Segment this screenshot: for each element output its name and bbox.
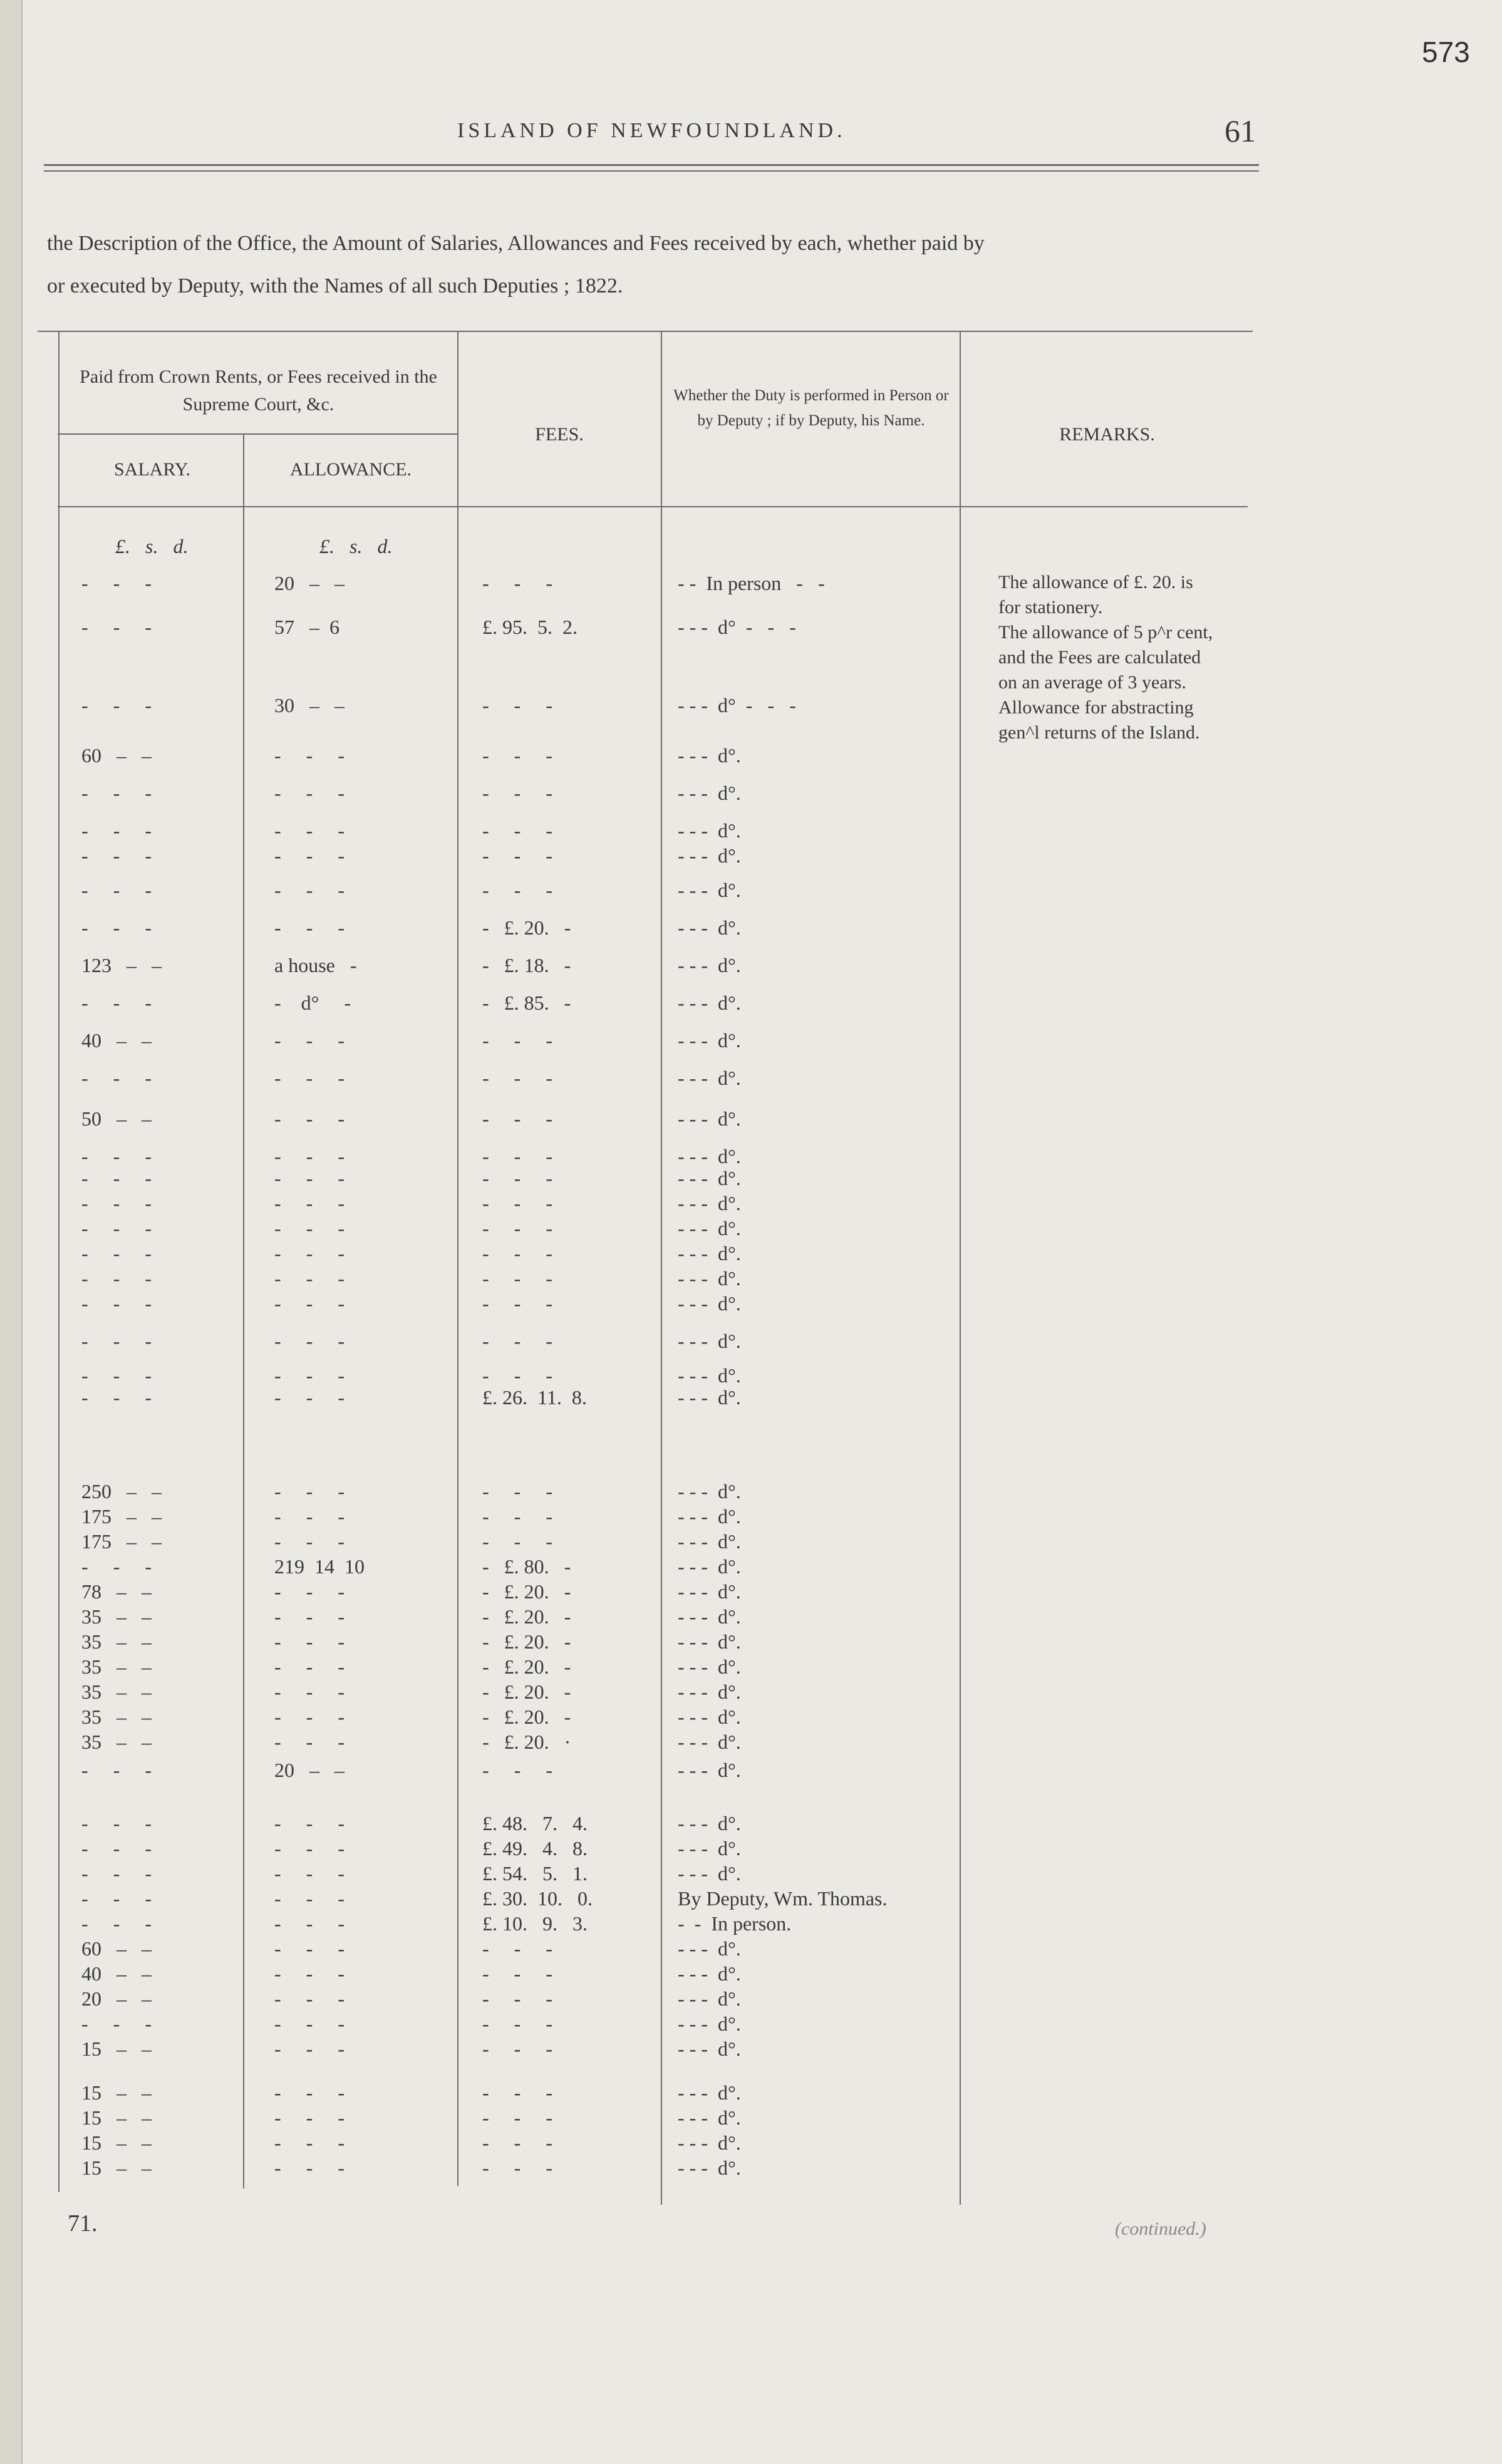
table-cell-fees: - £. 20. - — [482, 1680, 571, 1703]
table-cell-allowance: - - - — [274, 1386, 344, 1409]
head-rule-bottom — [44, 170, 1259, 172]
table-cell-salary: 20 – – — [81, 1987, 152, 2010]
table-cell-fees: - £. 20. - — [482, 1580, 571, 1603]
table-cell-salary: - - - — [81, 1292, 152, 1315]
table-cell-allowance: - - - — [274, 1837, 344, 1860]
continued-note: (continued.) — [1115, 2218, 1206, 2239]
table-cell-salary: 60 – – — [81, 744, 152, 767]
table-cell-salary: - - - — [81, 782, 152, 804]
table-cell-fees: - - - — [482, 1987, 552, 2010]
table-cell-duty: - - - d°. — [678, 879, 741, 901]
table-cell-salary: 78 – – — [81, 1580, 152, 1603]
table-cell-fees: £. 10. 9. 3. — [482, 1912, 588, 1935]
table-cell-salary: 15 – – — [81, 2081, 152, 2104]
table-cell-salary: - - - — [81, 1812, 152, 1835]
table-cell-salary: - - - — [81, 844, 152, 867]
table-cell-salary: - - - — [81, 1364, 152, 1387]
table-cell-duty: - - - d°. — [678, 1029, 741, 1052]
table-cell-fees: - £. 85. - — [482, 991, 571, 1014]
table-cell-duty: - - - d°. — [678, 1217, 741, 1240]
salary-units: £. s. d. — [115, 535, 189, 557]
table-cell-fees: - - - — [482, 1330, 552, 1352]
table-cell-salary: 35 – – — [81, 1680, 152, 1703]
table-cell-salary: 35 – – — [81, 1655, 152, 1678]
table-top-rule — [38, 331, 1253, 332]
table-cell-fees: - - - — [482, 1292, 552, 1315]
table-cell-salary: - - - — [81, 1759, 152, 1781]
table-cell-allowance: - - - — [274, 1530, 344, 1553]
col-line-fees — [457, 332, 458, 2186]
table-cell-duty: - - - d°. — [678, 1267, 741, 1290]
table-cell-duty: - - - d°. — [678, 1706, 741, 1728]
table-cell-allowance: - - - — [274, 1242, 344, 1265]
header-group: Paid from Crown Rents, or Fees received in the Supreme Court, &c. — [80, 366, 437, 415]
table-cell-salary: - - - — [81, 916, 152, 939]
table-cell-fees: - - - — [482, 2131, 552, 2154]
table-cell-salary: - - - — [81, 572, 152, 594]
table-cell-allowance: - - - — [274, 2012, 344, 2035]
table-cell-allowance: - - - — [274, 1630, 344, 1653]
table-cell-fees: - £. 20. - — [482, 1655, 571, 1678]
table-cell-allowance: - d° - — [274, 991, 351, 1014]
table-cell-fees: - - - — [482, 1107, 552, 1130]
table-cell-duty: - - - d° - - - — [678, 694, 796, 717]
table-cell-salary: - - - — [81, 694, 152, 717]
table-cell-duty: - - - d°. — [678, 1605, 741, 1628]
table-cell-allowance: - - - — [274, 2081, 344, 2104]
table-cell-fees: - - - — [482, 1505, 552, 1528]
table-cell-salary: - - - — [81, 1837, 152, 1860]
table-cell-salary: 35 – – — [81, 1605, 152, 1628]
table-cell-salary: - - - — [81, 1330, 152, 1352]
table-cell-duty: - - - d°. — [678, 1107, 741, 1130]
table-cell-allowance: - - - — [274, 819, 344, 842]
table-cell-duty: - - - d°. — [678, 1837, 741, 1860]
remark-line: on an average of 3 years. — [998, 672, 1186, 693]
table-cell-fees: - - - — [482, 572, 552, 594]
header-allowance: ALLOWANCE. — [289, 459, 412, 480]
table-cell-allowance: - - - — [274, 1364, 344, 1387]
table-cell-allowance: 20 – – — [274, 572, 344, 594]
header-fees: FEES. — [535, 424, 584, 445]
table-cell-fees: - - - — [482, 1759, 552, 1781]
table-cell-fees: - - - — [482, 694, 552, 717]
table-cell-allowance: a house - — [274, 954, 357, 976]
table-cell-allowance: 30 – – — [274, 694, 344, 717]
table-cell-salary: - - - — [81, 819, 152, 842]
table-cell-fees: £. 48. 7. 4. — [482, 1812, 588, 1835]
table-cell-salary: 60 – – — [81, 1937, 152, 1960]
table-cell-duty: - - - d°. — [678, 744, 741, 767]
col-line-salary-allowance — [243, 435, 244, 2188]
table-cell-fees: - - - — [482, 1242, 552, 1265]
table-cell-salary: - - - — [81, 1887, 152, 1910]
table-cell-fees: - - - — [482, 2012, 552, 2035]
table-cell-allowance: - - - — [274, 1812, 344, 1835]
table-cell-fees: - - - — [482, 1145, 552, 1167]
table-cell-fees: - - - — [482, 744, 552, 767]
col-line-duty — [661, 332, 662, 2205]
table-cell-fees: - £. 80. - — [482, 1555, 571, 1578]
table-cell-duty: - - - d°. — [678, 1680, 741, 1703]
table-cell-duty: - - - d°. — [678, 2106, 741, 2129]
table-cell-duty: - - - d°. — [678, 782, 741, 804]
table-cell-duty: - - - d°. — [678, 1480, 741, 1503]
table-cell-fees: £. 26. 11. 8. — [482, 1386, 587, 1409]
table-cell-duty: - - - d°. — [678, 1145, 741, 1167]
table-cell-salary: - - - — [81, 616, 152, 638]
table-cell-allowance: - - - — [274, 2131, 344, 2154]
table-cell-fees: - £. 20. - — [482, 916, 571, 939]
table-cell-duty: - - - d°. — [678, 1364, 741, 1387]
table-cell-allowance: 20 – – — [274, 1759, 344, 1781]
header-salary: SALARY. — [114, 459, 190, 480]
table-cell-fees: - - - — [482, 1364, 552, 1387]
table-cell-duty: - - - d°. — [678, 1242, 741, 1265]
table-cell-duty: - - - d°. — [678, 1987, 741, 2010]
table-cell-fees: - - - — [482, 2081, 552, 2104]
table-cell-allowance: - - - — [274, 744, 344, 767]
table-cell-fees: £. 54. 5. 1. — [482, 1862, 588, 1885]
table-cell-duty: - - - d°. — [678, 1530, 741, 1553]
table-cell-salary: 250 – – — [81, 1480, 162, 1503]
table-cell-allowance: 219 14 10 — [274, 1555, 365, 1578]
table-cell-salary: 35 – – — [81, 1706, 152, 1728]
table-cell-salary: - - - — [81, 1267, 152, 1290]
table-cell-fees: - - - — [482, 1192, 552, 1214]
remark-line: gen^l returns of the Island. — [998, 722, 1200, 743]
remark-line: The allowance of £. 20. is — [998, 572, 1193, 593]
table-cell-fees: - - - — [482, 2106, 552, 2129]
table-cell-salary: - - - — [81, 1242, 152, 1265]
table-cell-fees: - - - — [482, 1217, 552, 1240]
table-cell-allowance: - - - — [274, 1029, 344, 1052]
table-cell-allowance: - - - — [274, 2156, 344, 2179]
table-cell-fees: - - - — [482, 2037, 552, 2060]
table-cell-fees: - - - — [482, 879, 552, 901]
table-cell-allowance: - - - — [274, 1862, 344, 1885]
allowance-units: £. s. d. — [319, 535, 393, 557]
table-cell-duty: - - - d°. — [678, 954, 741, 976]
table-cell-duty: - - - d°. — [678, 1655, 741, 1678]
table-cell-duty: - - - d°. — [678, 991, 741, 1014]
table-cell-duty: - - - d°. — [678, 2131, 741, 2154]
table-cell-allowance: - - - — [274, 2106, 344, 2129]
table-cell-allowance: - - - — [274, 1887, 344, 1910]
table-cell-fees: - - - — [482, 1480, 552, 1503]
table-cell-allowance: - - - — [274, 1167, 344, 1189]
table-cell-salary: - - - — [81, 1145, 152, 1167]
page-number: 573 — [1422, 36, 1470, 68]
table-cell-allowance: - - - — [274, 1912, 344, 1935]
table-cell-fees: - - - — [482, 1167, 552, 1189]
table-cell-salary: - - - — [81, 991, 152, 1014]
table-cell-allowance: - - - — [274, 1962, 344, 1985]
table-cell-duty: - - - d°. — [678, 1759, 741, 1781]
table-cell-fees: - £. 20. - — [482, 1706, 571, 1728]
table-cell-fees: - - - — [482, 2156, 552, 2179]
table-cell-allowance: - - - — [274, 1217, 344, 1240]
table-cell-salary: 175 – – — [81, 1505, 162, 1528]
table-cell-salary: - - - — [81, 1192, 152, 1214]
table-cell-salary: 35 – – — [81, 1731, 152, 1753]
table-cell-duty: - - - d°. — [678, 2156, 741, 2179]
table-cell-salary: 123 – – — [81, 954, 162, 976]
table-cell-duty: By Deputy, Wm. Thomas. — [678, 1887, 888, 1910]
table-cell-salary: 15 – – — [81, 2037, 152, 2060]
table-cell-fees: - - - — [482, 819, 552, 842]
remark-line: The allowance of 5 p^r cent, — [998, 622, 1213, 643]
table-cell-duty: - - - d°. — [678, 1862, 741, 1885]
table-cell-allowance: - - - — [274, 782, 344, 804]
table-cell-salary: - - - — [81, 879, 152, 901]
table-cell-fees: £. 49. 4. 8. — [482, 1837, 588, 1860]
table-cell-allowance: - - - — [274, 1987, 344, 2010]
table-cell-duty: - - - d°. — [678, 1630, 741, 1653]
table-cell-salary: - - - — [81, 1167, 152, 1189]
table-cell-duty: - - - d°. — [678, 1067, 741, 1089]
table-cell-allowance: - - - — [274, 1480, 344, 1503]
table-cell-duty: - - - d°. — [678, 1812, 741, 1835]
header-bottom-rule — [58, 506, 1248, 507]
table-cell-duty: - - In person. — [678, 1912, 792, 1935]
table-cell-duty: - - - d°. — [678, 2012, 741, 2035]
table-cell-allowance: - - - — [274, 2037, 344, 2060]
table-cell-fees: £. 30. 10. 0. — [482, 1887, 593, 1910]
table-cell-salary: - - - — [81, 1555, 152, 1578]
table-cell-salary: - - - — [81, 1217, 152, 1240]
table-cell-duty: - - - d°. — [678, 1580, 741, 1603]
remark-line: for stationery. — [998, 597, 1103, 618]
table-cell-fees: - - - — [482, 1937, 552, 1960]
table-cell-duty: - - - d°. — [678, 1555, 741, 1578]
table-cell-duty: - - - d°. — [678, 1505, 741, 1528]
table-cell-fees: - - - — [482, 1067, 552, 1089]
header-duty: Whether the Duty is performed in Person or by Deputy ; if by Deputy, his Name. — [673, 387, 949, 429]
table-cell-salary: - - - — [81, 1386, 152, 1409]
table-cell-allowance: - - - — [274, 1107, 344, 1130]
table-cell-fees: - - - — [482, 1029, 552, 1052]
table-cell-duty: - - - d°. — [678, 916, 741, 939]
table-cell-fees: - £. 18. - — [482, 954, 571, 976]
table-cell-allowance: - - - — [274, 1605, 344, 1628]
header-remarks: REMARKS. — [1059, 424, 1155, 445]
col-line-left — [58, 332, 60, 2192]
table-cell-duty: - - In person - - — [678, 572, 825, 594]
table-cell-duty: - - - d°. — [678, 1386, 741, 1409]
table-cell-allowance: - - - — [274, 916, 344, 939]
intro-line-2: or executed by Deputy, with the Names of all such Deputies ; 1822. — [47, 274, 623, 298]
table-cell-allowance: - - - — [274, 844, 344, 867]
table-cell-duty: - - - d°. — [678, 1731, 741, 1753]
table-cell-duty: - - - d°. — [678, 2037, 741, 2060]
table-cell-fees: - - - — [482, 844, 552, 867]
running-head: ISLAND OF NEWFOUNDLAND. — [457, 119, 846, 142]
remark-line: Allowance for abstracting — [998, 697, 1194, 718]
table-cell-fees: - - - — [482, 1962, 552, 1985]
table-cell-duty: - - - d°. — [678, 1937, 741, 1960]
table-cell-salary: 50 – – — [81, 1107, 152, 1130]
table-cell-fees: - - - — [482, 1530, 552, 1553]
table-cell-allowance: - - - — [274, 1292, 344, 1315]
group-divider — [58, 433, 458, 435]
table-cell-salary: - - - — [81, 1912, 152, 1935]
table-cell-allowance: - - - — [274, 1706, 344, 1728]
footer-mark: 71. — [68, 2210, 98, 2237]
table-cell-salary: 15 – – — [81, 2131, 152, 2154]
table-cell-salary: 40 – – — [81, 1029, 152, 1052]
table-cell-salary: - - - — [81, 2012, 152, 2035]
col-line-remarks — [960, 332, 961, 2205]
table-cell-allowance: - - - — [274, 1731, 344, 1753]
table-cell-allowance: - - - — [274, 1505, 344, 1528]
table-cell-salary: - - - — [81, 1067, 152, 1089]
table-cell-allowance: - - - — [274, 1192, 344, 1214]
table-cell-salary: 35 – – — [81, 1630, 152, 1653]
folio-number: 61 — [1225, 113, 1256, 148]
table-cell-allowance: - - - — [274, 1580, 344, 1603]
table-cell-duty: - - - d°. — [678, 844, 741, 867]
table-cell-duty: - - - d°. — [678, 1167, 741, 1189]
table-cell-allowance: 57 – 6 — [274, 616, 339, 638]
table-cell-fees: £. 95. 5. 2. — [482, 616, 577, 638]
table-cell-fees: - £. 20. - — [482, 1630, 571, 1653]
table-cell-duty: - - - d°. — [678, 1330, 741, 1352]
table-cell-fees: - - - — [482, 1267, 552, 1290]
table-cell-duty: - - - d°. — [678, 1962, 741, 1985]
head-rule-top — [44, 164, 1259, 166]
table-cell-duty: - - - d° - - - — [678, 616, 796, 638]
remark-line: and the Fees are calculated — [998, 647, 1201, 668]
table-cell-duty: - - - d°. — [678, 1292, 741, 1315]
table-cell-allowance: - - - — [274, 1067, 344, 1089]
table-cell-salary: 40 – – — [81, 1962, 152, 1985]
table-cell-fees: - - - — [482, 782, 552, 804]
table-cell-fees: - £. 20. - — [482, 1605, 571, 1628]
table-cell-allowance: - - - — [274, 1937, 344, 1960]
table-cell-allowance: - - - — [274, 1267, 344, 1290]
table-cell-salary: 175 – – — [81, 1530, 162, 1553]
table-cell-allowance: - - - — [274, 1330, 344, 1352]
table-cell-salary: 15 – – — [81, 2156, 152, 2179]
book-spine — [0, 0, 23, 2464]
table-cell-salary: 15 – – — [81, 2106, 152, 2129]
intro-line-1: the Description of the Office, the Amount of Salaries, Allowances and Fees received by each, whether paid by — [47, 232, 985, 255]
table-cell-salary: - - - — [81, 1862, 152, 1885]
table-cell-allowance: - - - — [274, 1145, 344, 1167]
table-cell-duty: - - - d°. — [678, 1192, 741, 1214]
table-cell-allowance: - - - — [274, 1655, 344, 1678]
table-cell-allowance: - - - — [274, 1680, 344, 1703]
table-cell-duty: - - - d°. — [678, 819, 741, 842]
table-cell-fees: - £. 20. · — [482, 1731, 571, 1753]
table-cell-allowance: - - - — [274, 879, 344, 901]
table-cell-duty: - - - d°. — [678, 2081, 741, 2104]
